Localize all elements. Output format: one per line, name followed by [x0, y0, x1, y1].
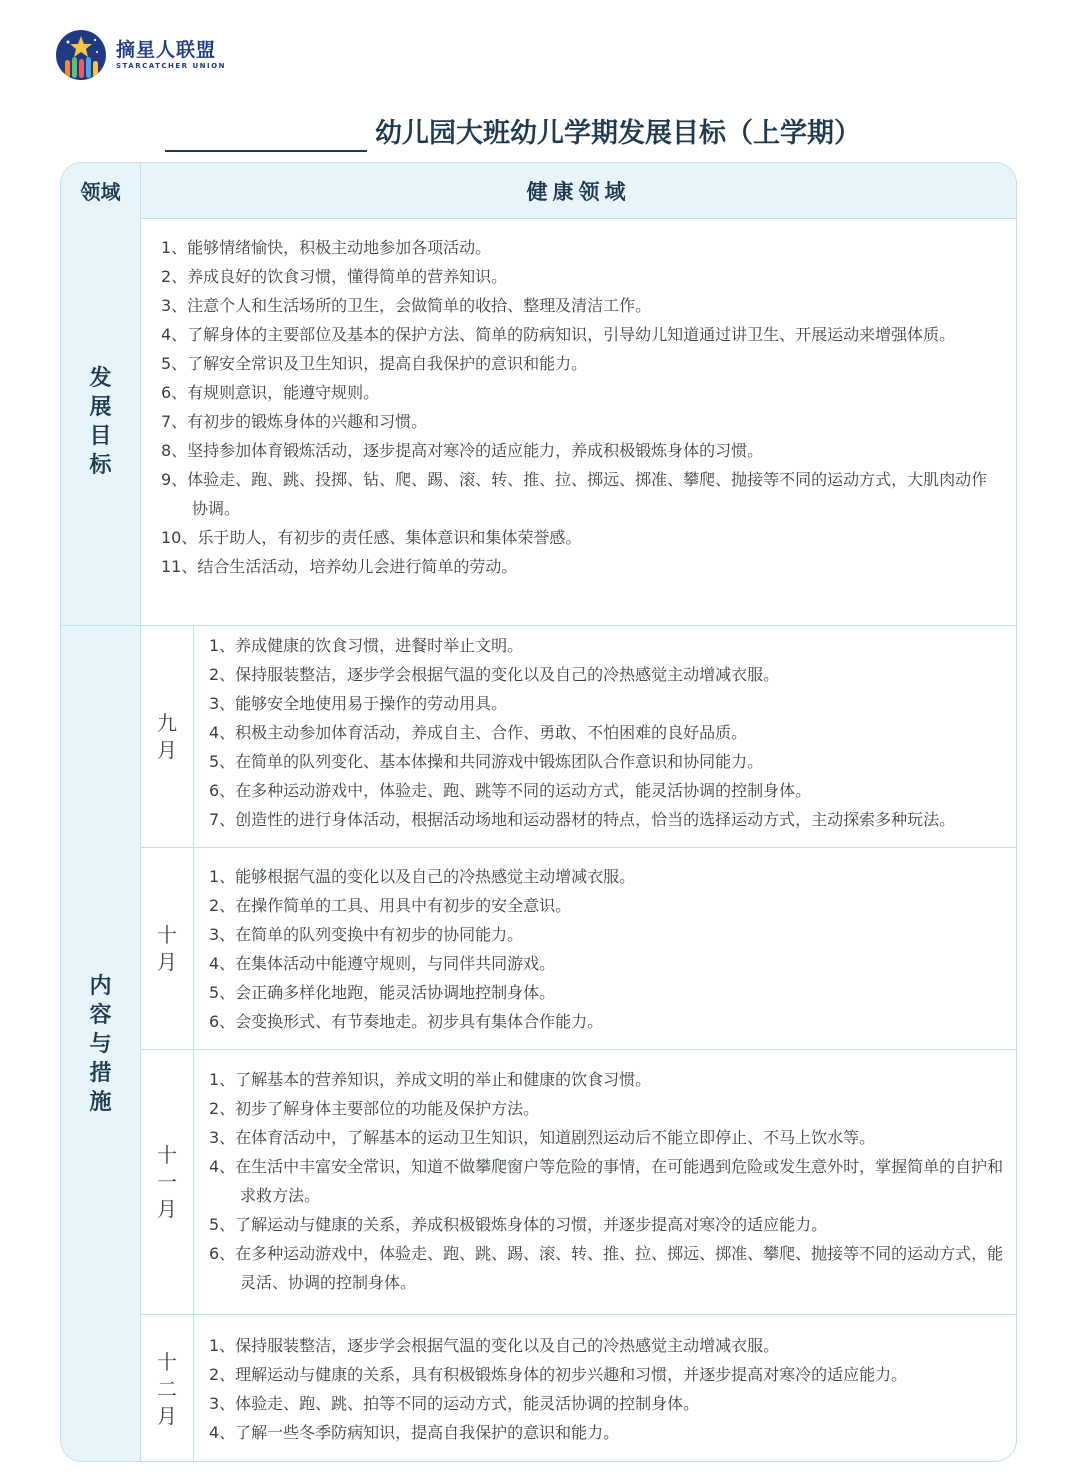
list-item: 2、初步了解身体主要部位的功能及保护方法。 [209, 1099, 540, 1118]
list-item: 7、有初步的锻炼身体的兴趣和习惯。 [161, 412, 428, 431]
list-item: 4、了解一些冬季防病知识，提高自我保护的意识和能力。 [209, 1423, 620, 1442]
row-divider [141, 847, 1016, 848]
list-item: 6、在多种运动游戏中，体验走、跑、跳等不同的运动方式，能灵活协调的控制身体。 [209, 781, 812, 800]
list-item: 2、理解运动与健康的关系，具有积极锻炼身体的初步兴趣和习惯，并逐步提高对寒冷的适应能力。 [209, 1365, 908, 1384]
goals-label: 发展目标 [89, 365, 112, 478]
month-items-november [209, 1065, 1008, 1297]
month-items-september [209, 631, 1008, 834]
list-item: 8、坚持参加体育锻炼活动，逐步提高对寒冷的适应能力，养成积极锻炼身体的习惯。 [161, 441, 764, 460]
month-cell-december [141, 1315, 194, 1462]
title-row [165, 116, 861, 152]
row-divider [61, 625, 1016, 626]
brand-logo [56, 30, 226, 80]
month-cell-november [141, 1050, 194, 1314]
list-item: 5、了解运动与健康的关系，养成积极锻炼身体的习惯，并逐步提高对寒冷的适应能力。 [209, 1215, 828, 1234]
month-label: 十月 [157, 922, 177, 974]
starcatcher-logo-icon [56, 30, 106, 80]
list-item: 4、了解身体的主要部位及基本的保护方法、简单的防病知识，引导幼儿知道通过讲卫生、开展运动来增强体质。 [161, 325, 956, 344]
list-item: 2、养成良好的饮食习惯，懂得简单的营养知识。 [161, 267, 508, 286]
month-label: 十一月 [157, 1142, 177, 1221]
list-item: 1、能够根据气温的变化以及自己的冷热感觉主动增减衣服。 [209, 867, 636, 886]
month-label: 九月 [157, 710, 177, 762]
goals-list [161, 233, 1002, 581]
list-item: 4、在生活中丰富安全常识，知道不做攀爬窗户等危险的事情，在可能遇到危险或发生意外时，掌握简单的自护和求救方法。 [209, 1157, 1004, 1205]
month-items-december [209, 1331, 1008, 1447]
row-divider [141, 1314, 1016, 1315]
list-item: 3、能够安全地使用易于操作的劳动用具。 [209, 694, 508, 713]
list-item: 4、在集体活动中能遵守规则，与同伴共同游戏。 [209, 954, 556, 973]
list-item: 2、在操作简单的工具、用具中有初步的安全意识。 [209, 896, 572, 915]
month-label: 十二月 [157, 1349, 177, 1428]
list-item: 1、养成健康的饮食习惯，进餐时举止文明。 [209, 636, 524, 655]
list-item: 1、了解基本的营养知识，养成文明的举止和健康的饮食习惯。 [209, 1070, 652, 1089]
header-area-name: 健康领域 [526, 179, 631, 204]
list-item: 1、能够情绪愉快，积极主动地参加各项活动。 [161, 238, 492, 257]
month-cell-september [141, 626, 194, 847]
header-domain-label: 领域 [61, 163, 141, 218]
row-divider [141, 1049, 1016, 1050]
list-item: 7、创造性的进行身体活动，根据活动场地和运动器材的特点，恰当的选择运动方式，主动探索多种玩法。 [209, 810, 956, 829]
page-title: 幼儿园大班幼儿学期发展目标（上学期） [375, 118, 861, 149]
list-item: 3、在体育活动中，了解基本的运动卫生知识，知道剧烈运动后不能立即停止、不马上饮水等。 [209, 1128, 876, 1147]
list-item: 1、保持服装整洁，逐步学会根据气温的变化以及自己的冷热感觉主动增减衣服。 [209, 1336, 780, 1355]
list-item: 11、结合生活活动，培养幼儿会进行简单的劳动。 [161, 557, 518, 576]
development-goals-table [60, 162, 1017, 1462]
list-item: 3、在简单的队列变换中有初步的协同能力。 [209, 925, 524, 944]
goals-label-cell [61, 218, 141, 625]
list-item: 6、有规则意识，能遵守规则。 [161, 383, 380, 402]
month-items-october [209, 862, 1008, 1036]
list-item: 9、体验走、跑、跳、投掷、钻、爬、踢、滚、转、推、拉、掷远、掷准、攀爬、抛接等不同的运动方式，大肌肉动作协调。 [161, 470, 988, 518]
list-item: 5、会正确多样化地跑，能灵活协调地控制身体。 [209, 983, 556, 1002]
list-item: 6、会变换形式、有节奏地走。初步具有集体合作能力。 [209, 1012, 604, 1031]
logo-name-cn: 摘星人联盟 [116, 39, 217, 61]
table-header [61, 163, 1016, 219]
month-cell-october [141, 848, 194, 1049]
list-item: 10、乐于助人，有初步的责任感、集体意识和集体荣誉感。 [161, 528, 582, 547]
list-item: 3、体验走、跑、跳、拍等不同的运动方式，能灵活协调的控制身体。 [209, 1394, 700, 1413]
class-name-blank-line [165, 124, 367, 152]
list-item: 4、积极主动参加体育活动，养成自主、合作、勇敢、不怕困难的良好品质。 [209, 723, 748, 742]
list-item: 6、在多种运动游戏中，体验走、跑、跳、踢、滚、转、推、拉、掷远、掷准、攀爬、抛接等不同的运动方式，能灵活、协调的控制身体。 [209, 1244, 1004, 1292]
list-item: 2、保持服装整洁，逐步学会根据气温的变化以及自己的冷热感觉主动增减衣服。 [209, 665, 780, 684]
content-label-cell [61, 626, 141, 1462]
content-label: 内容与措施 [89, 974, 112, 1115]
list-item: 3、注意个人和生活场所的卫生，会做简单的收拾、整理及清洁工作。 [161, 296, 652, 315]
list-item: 5、在简单的队列变化、基本体操和共同游戏中锻炼团队合作意识和协同能力。 [209, 752, 764, 771]
list-item: 5、了解安全常识及卫生知识，提高自我保护的意识和能力。 [161, 354, 588, 373]
logo-name-en: STARCATCHER UNION [116, 62, 226, 70]
